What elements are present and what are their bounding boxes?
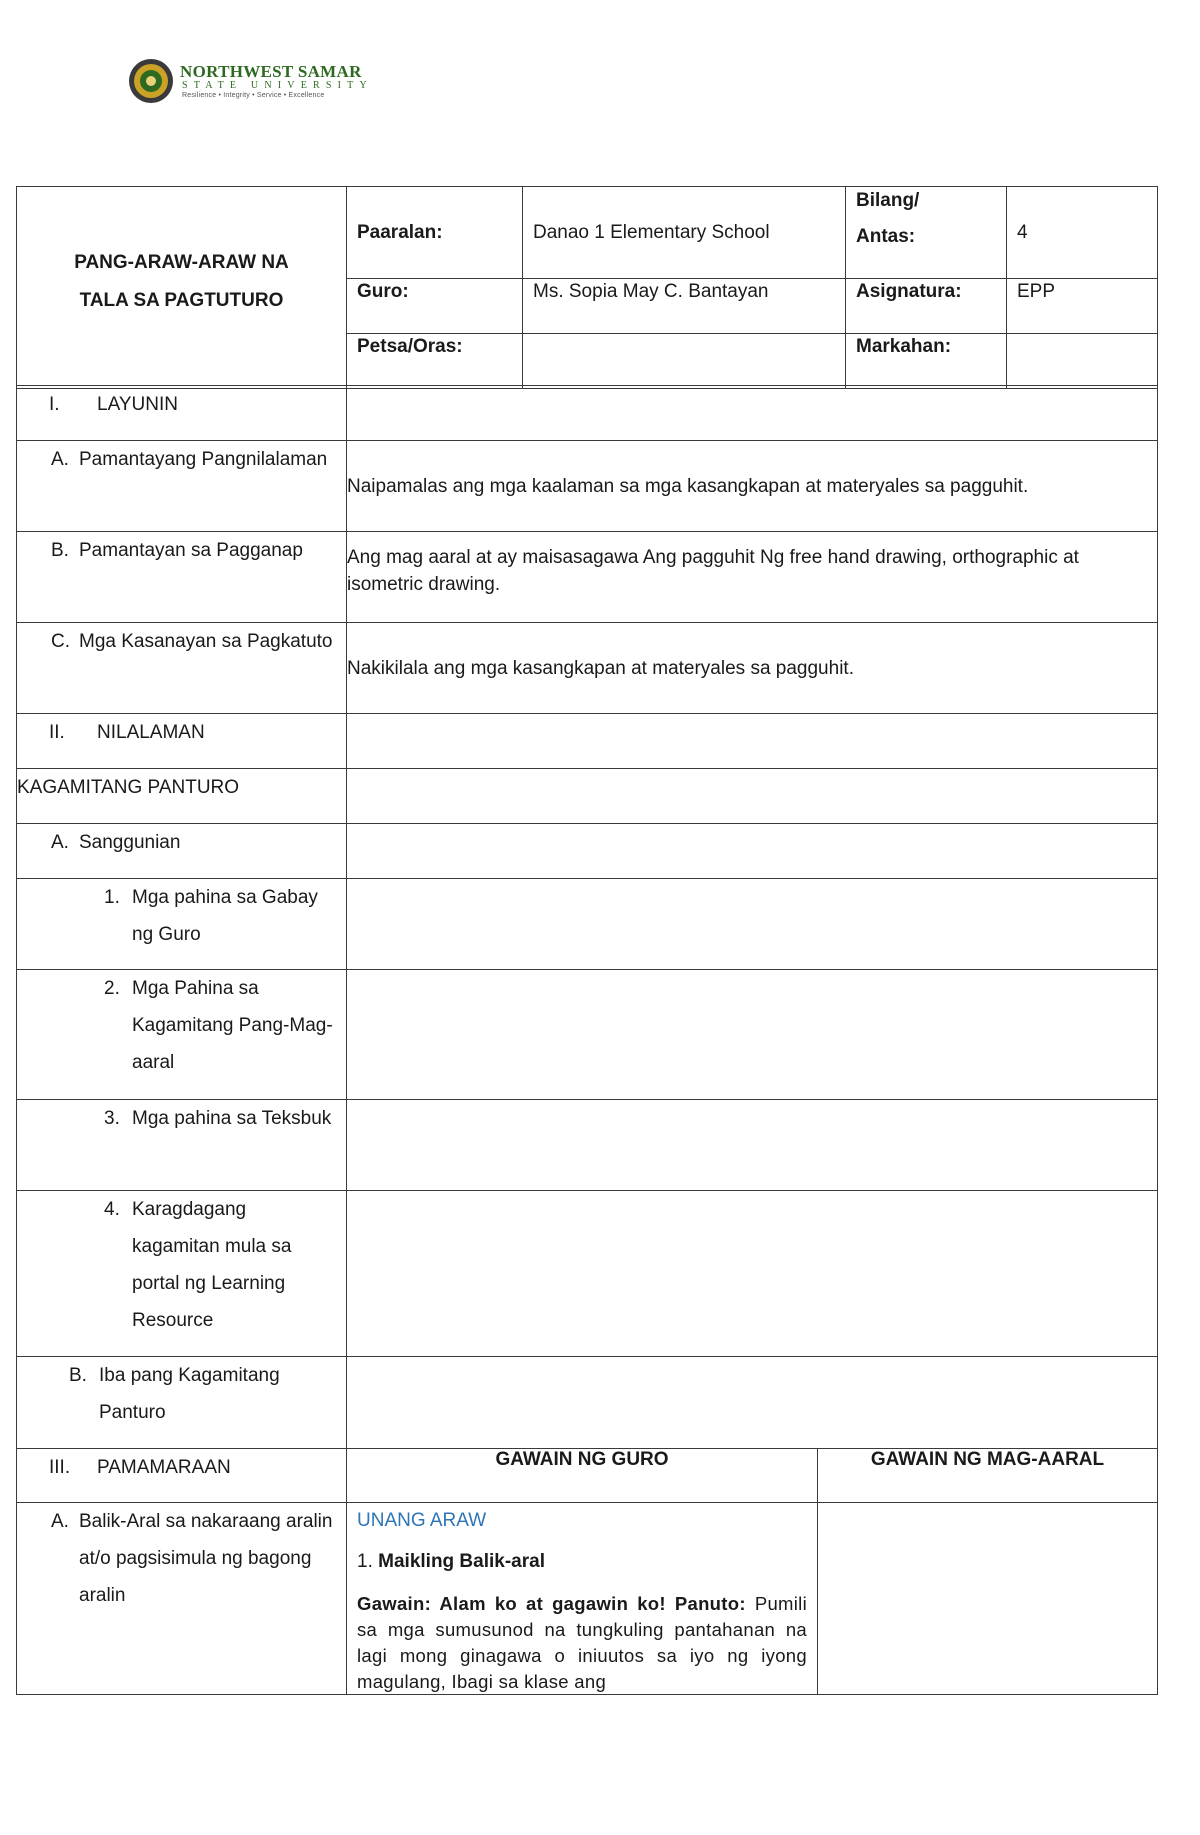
nilalaman-index: II. — [49, 722, 65, 743]
gawain-body: Pumili sa mga sumusunod na tungkuling pantahanan na lagi mong ginagawa o iniuutos sa iyo ng iyong magulang, Ibagi sa klase ang — [357, 1593, 807, 1692]
sanggunian-item-3: 3. Mga pahina sa Teksbuk — [104, 1108, 332, 1129]
table-row — [17, 1100, 1158, 1191]
logo-university-name: NORTHWEST SAMAR — [180, 62, 362, 81]
pamamaraan-index: III. — [49, 1457, 71, 1478]
iba-pang-kagamitang-value — [347, 1357, 1158, 1449]
petsa-label: Petsa/Oras: — [347, 334, 523, 389]
kasanayan-value: Nakikilala ang mga kasangkapan at materyales sa pagguhit. — [347, 623, 1158, 714]
iba-pang-kagamitang-label: B. Iba pang Kagamitang Panturo — [69, 1365, 280, 1423]
table-row — [17, 1357, 1158, 1449]
sanggunian-item-2-value — [347, 970, 1158, 1100]
table-row — [17, 824, 1158, 879]
table-row — [17, 879, 1158, 970]
pamantayan-sa-pagganap-label: B. Pamantayan sa Pagganap — [51, 540, 303, 561]
title-line-1: PANG-ARAW-ARAW NA — [74, 251, 289, 273]
university-seal-icon — [128, 58, 174, 104]
bilang-label-line-2: Antas: — [856, 226, 916, 247]
gawain-title: Gawain: Alam ko at gagawin ko! Panuto: — [357, 1593, 746, 1614]
markahan-label: Markahan: — [846, 334, 1007, 389]
petsa-value — [523, 334, 846, 389]
header-table — [16, 186, 1158, 389]
kasanayan-label: C. Mga Kasanayan sa Pagkatuto — [51, 631, 333, 652]
table-row — [17, 532, 1158, 623]
table-row — [17, 714, 1158, 769]
maikling-balik-aral: 1. Maikling Balik-aral — [357, 1551, 545, 1572]
bilang-label — [846, 187, 1007, 279]
table-row — [17, 1503, 1158, 1695]
sanggunian-item-2: 2. Mga Pahina sa Kagamitang Pang-Mag-aaral — [104, 978, 333, 1073]
paaralan-label: Paaralan: — [347, 187, 523, 279]
guro-label: Guro: — [347, 279, 523, 334]
sanggunian-item-3-value — [347, 1100, 1158, 1191]
layunin-index: I. — [49, 394, 60, 415]
gawain-ng-guro-header: GAWAIN NG GURO — [347, 1449, 818, 1503]
sanggunian-item-4: 4. Karagdagang kagamitan mula sa portal ng Learning Resource — [104, 1199, 292, 1331]
logo-motto: Resilience • Integrity • Service • Excellence — [182, 92, 325, 99]
guro-value: Ms. Sopia May C. Bantayan — [523, 279, 846, 334]
asignatura-label: Asignatura: — [846, 279, 1007, 334]
nilalaman-value — [347, 714, 1158, 769]
kagamitang-panturo-value — [347, 769, 1158, 824]
pamantayang-pangnilalaman-label: A. Pamantayang Pangnilalaman — [51, 449, 328, 470]
table-row — [17, 623, 1158, 714]
pamantayan-sa-pagganap-value: Ang mag aaral at ay maisasagawa Ang pagguhit Ng free hand drawing, orthographic at isometric drawing. — [347, 532, 1158, 623]
layunin-heading — [17, 386, 347, 441]
lesson-plan-table — [16, 385, 1158, 1695]
sanggunian-item-4-value — [347, 1191, 1158, 1357]
table-row — [17, 386, 1158, 441]
layunin-label: LAYUNIN — [97, 394, 178, 415]
table-row — [17, 441, 1158, 532]
paaralan-value: Danao 1 Elementary School — [523, 187, 846, 279]
nilalaman-label: NILALAMAN — [97, 722, 205, 743]
bilang-label-line-1: Bilang/ — [856, 190, 920, 211]
gawain-text — [357, 1591, 807, 1693]
asignatura-value: EPP — [1007, 279, 1158, 334]
layunin-value — [347, 386, 1158, 441]
university-logo — [128, 58, 373, 104]
table-row — [17, 970, 1158, 1100]
table-row — [17, 1191, 1158, 1357]
bilang-value: 4 — [1007, 187, 1158, 279]
sanggunian-item-1-value — [347, 879, 1158, 970]
table-row — [17, 769, 1158, 824]
sanggunian-label: A. Sanggunian — [51, 832, 181, 853]
logo-university-sub: STATE UNIVERSITY — [182, 80, 373, 91]
balik-aral-label: A. Balik-Aral sa nakaraang aralin at/o pagsisimula ng bagong aralin — [51, 1511, 333, 1606]
unang-araw-label: UNANG ARAW — [357, 1510, 487, 1531]
pamamaraan-heading — [17, 1449, 347, 1503]
kagamitang-panturo-heading: KAGAMITANG PANTURO — [17, 769, 347, 824]
nilalaman-heading — [17, 714, 347, 769]
gawain-ng-guro-cell — [347, 1503, 818, 1695]
sanggunian-item-1: 1. Mga pahina sa Gabay ng Guro — [104, 887, 318, 945]
table-row — [17, 1449, 1158, 1503]
title-line-2: TALA SA PAGTUTURO — [79, 289, 284, 311]
sanggunian-value — [347, 824, 1158, 879]
markahan-value — [1007, 334, 1158, 389]
pamamaraan-label: PAMAMARAAN — [97, 1457, 231, 1478]
gawain-ng-mag-aaral-cell — [818, 1503, 1158, 1695]
pamantayang-pangnilalaman-value: Naipamalas ang mga kaalaman sa mga kasangkapan at materyales sa pagguhit. — [347, 441, 1158, 532]
document-title — [17, 187, 347, 389]
gawain-ng-mag-aaral-header: GAWAIN NG MAG-AARAL — [818, 1449, 1158, 1503]
